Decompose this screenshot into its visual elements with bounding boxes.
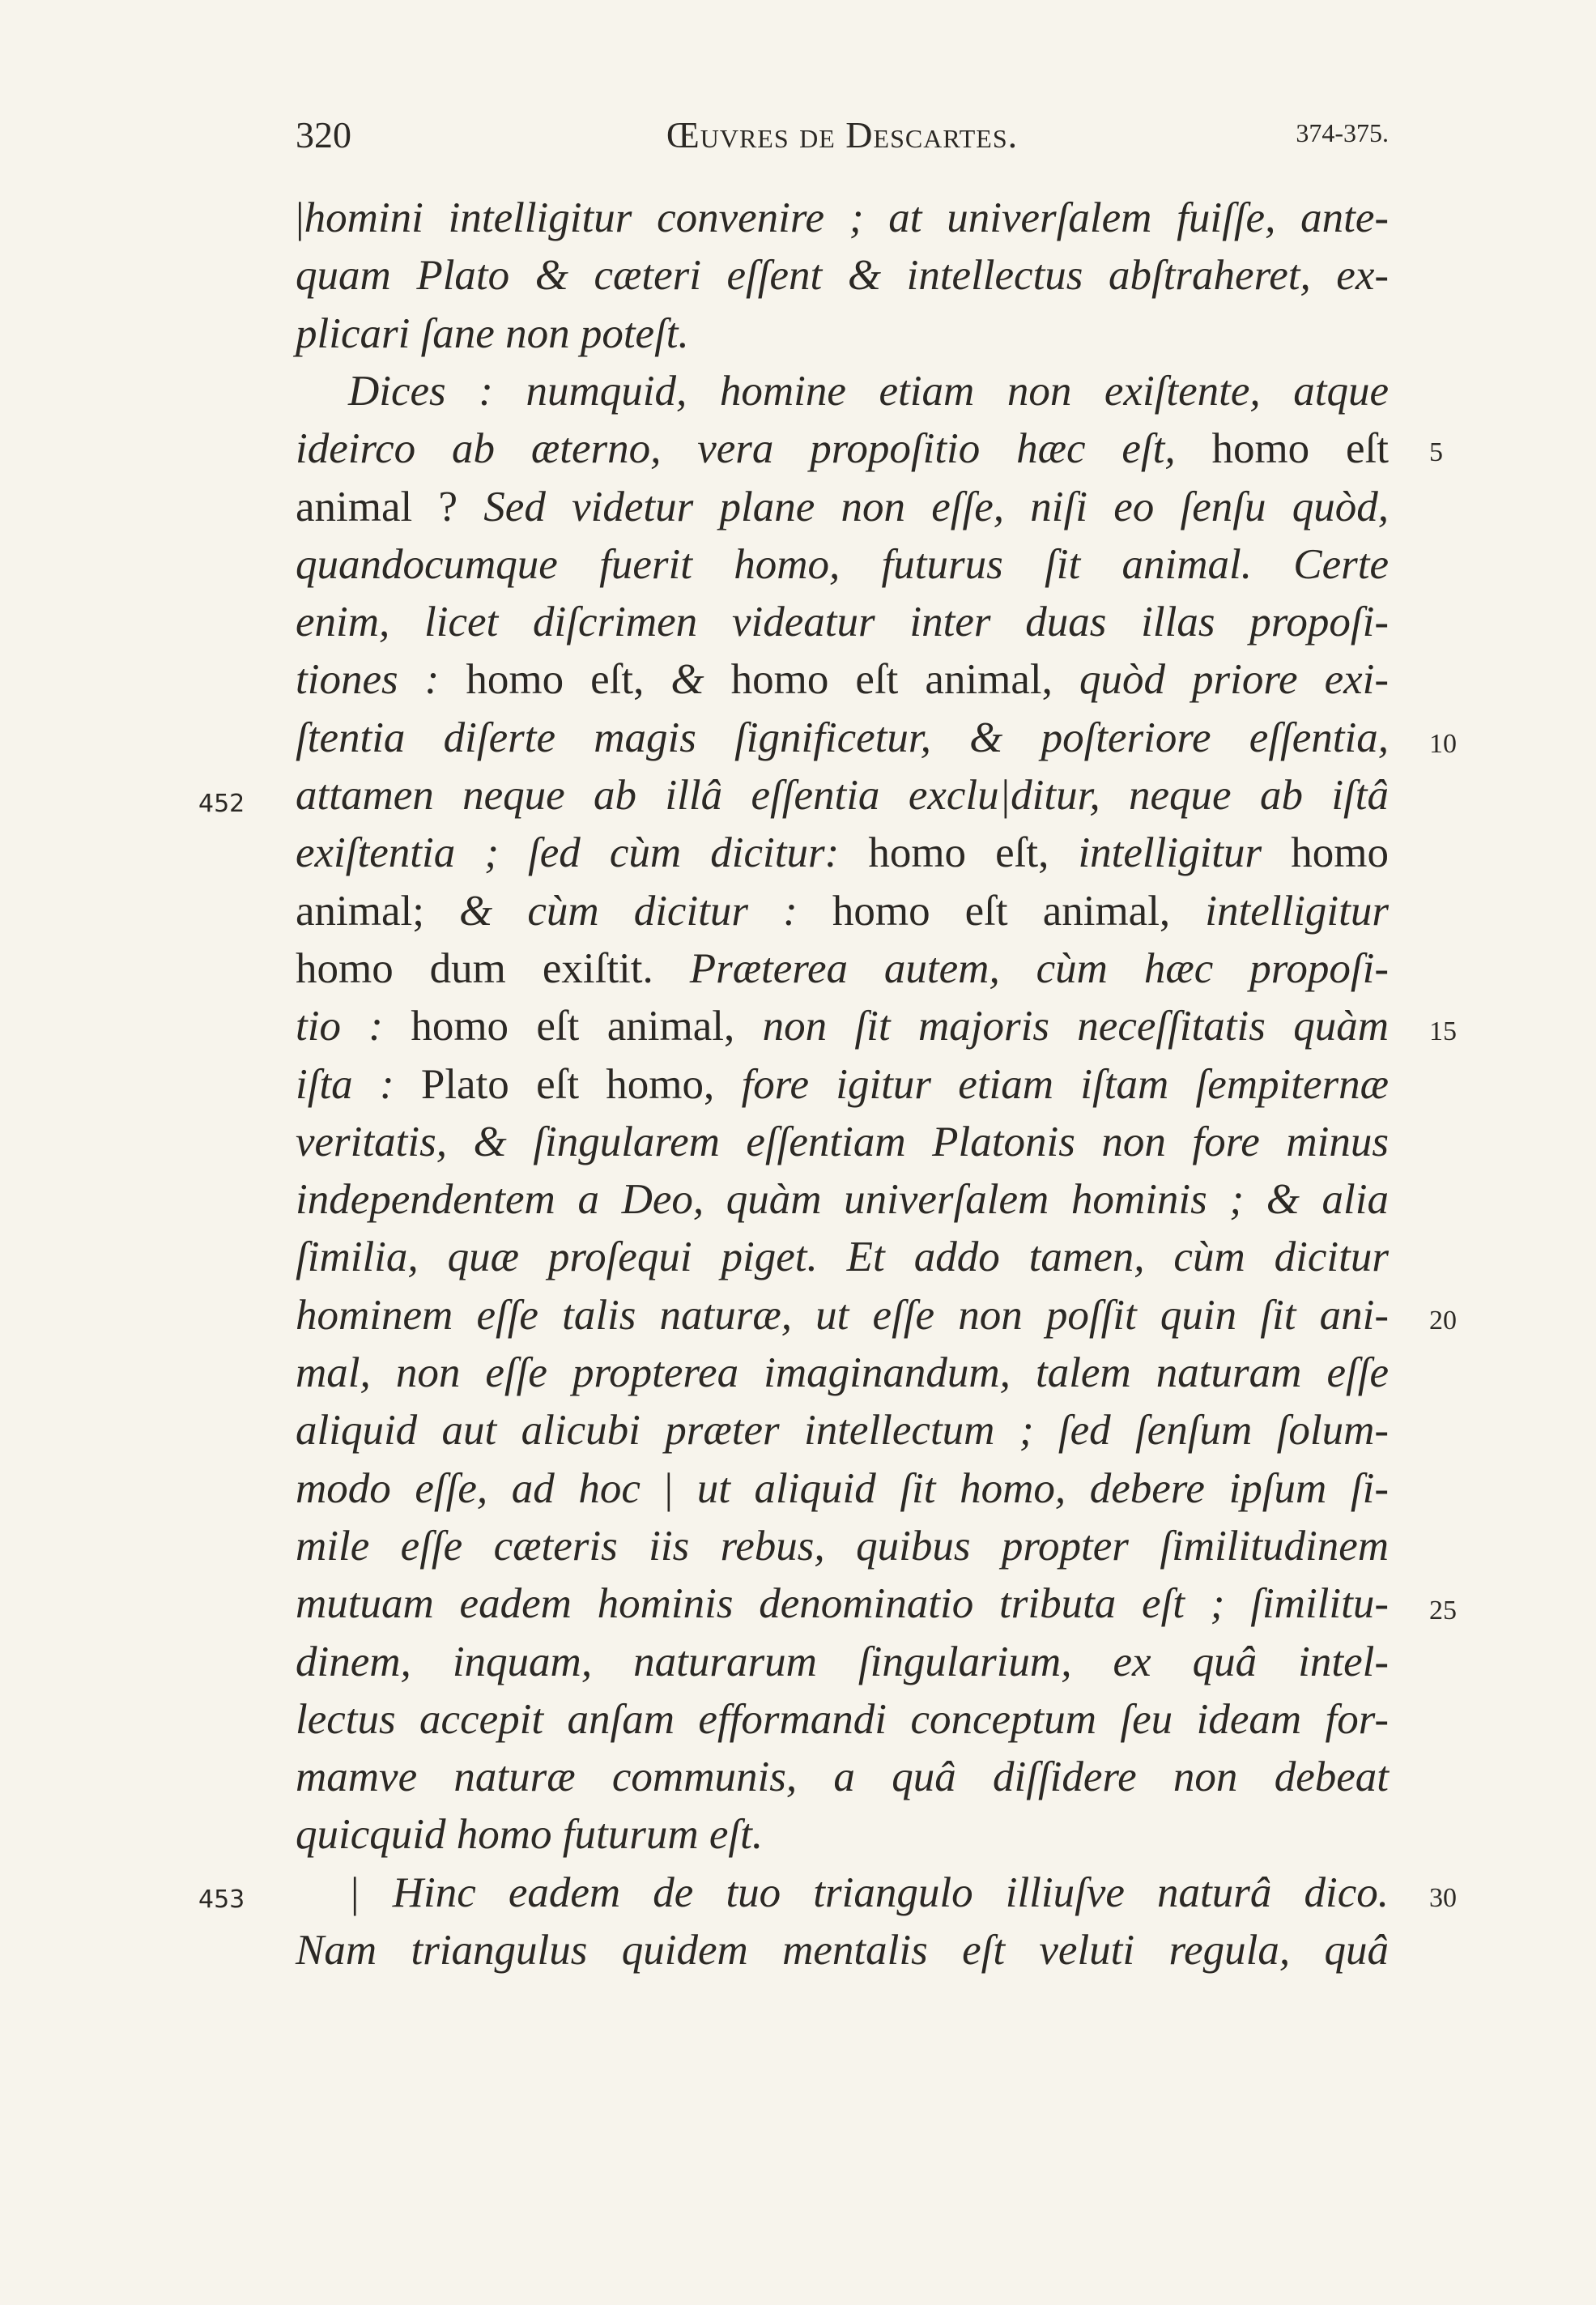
text-segment: mile eſſe cæteris iis rebus, quibus propter ſimilitudinem <box>296 1522 1389 1570</box>
text-line <box>296 944 1389 992</box>
text-segment: quam Plato & cæteri eſſent & intellectus abſtraheret, ex- <box>296 252 1389 300</box>
text-line <box>296 309 1389 357</box>
text-line <box>296 540 1389 588</box>
text-segment: independentem a Deo, quàm univerſalem hominis ; & alia <box>296 1176 1389 1224</box>
text-line <box>348 1868 1389 1916</box>
text-segment: dinem, inquam, naturarum ſingularium, ex quâ intel- <box>296 1638 1389 1685</box>
page-ref-453: 453 <box>198 1885 245 1914</box>
text-segment: intelligitur <box>1205 887 1389 935</box>
running-header <box>296 113 1389 162</box>
text-segment: quòd priore exi- <box>1079 656 1389 704</box>
text-line <box>296 483 1390 530</box>
text-line <box>296 1291 1389 1339</box>
text-segment: Sed videtur plane non eſſe, niſi eo ſenſu quòd, <box>483 483 1390 530</box>
text-segment: homo eſt animal, <box>411 1003 763 1050</box>
text-segment: lectus accepit anſam efformandi conceptum ſeu ideam for- <box>296 1695 1389 1743</box>
text-line <box>296 774 1389 817</box>
text-segment: homo eſt <box>1211 425 1389 473</box>
text-segment: mutuam eadem hominis denominatio tributa eſt ; ſimilitu- <box>296 1580 1389 1628</box>
text-segment: quandocumque fuerit homo, futurus ſit animal. Certe <box>296 540 1389 588</box>
text-segment: | <box>296 194 304 241</box>
text-segment: Nam triangulus quidem mentalis eſt veluti regula, quâ <box>296 1927 1389 1974</box>
text-segment: intelligitur <box>1078 829 1292 877</box>
text-segment: tiones : <box>296 656 466 704</box>
text-segment: homo eſt animal, <box>730 656 1079 704</box>
text-segment: quicquid homo futurum eſt. <box>296 1811 764 1859</box>
text-line <box>348 367 1389 415</box>
text-segment: animal ? <box>296 483 484 530</box>
page-number: 320 <box>296 114 351 156</box>
text-segment: non ſit majoris neceſſitatis quàm <box>762 1003 1389 1050</box>
text-segment: mamve naturæ communis, a quâ diſſidere non debeat <box>296 1753 1389 1801</box>
text-segment: | <box>664 1464 697 1512</box>
text-segment: & cùm dicitur : <box>459 887 832 935</box>
text-segment: plicari ſane non poteſt. <box>296 309 689 357</box>
text-segment: Dices : numquid, homine etiam non exiſtente, atque <box>348 367 1389 415</box>
line-number-30: 30 <box>1429 1883 1457 1913</box>
text-segment: ſtentia diſerte magis ſignificetur, & poſteriore eſſentia, <box>296 714 1389 761</box>
text-segment: ut aliquid ſit homo, debere ipſum ſi- <box>696 1464 1389 1512</box>
text-segment: homo eſt, <box>868 829 1079 877</box>
text-line <box>296 1753 1389 1801</box>
text-segment: aliquid aut alicubi præter intellectum ; ſed ſenſum ſolum- <box>296 1407 1389 1455</box>
text-segment: exiſtentia ; ſed cùm dicitur: <box>296 829 869 877</box>
text-line <box>296 194 1389 241</box>
text-segment: tio : <box>296 1003 411 1050</box>
text-segment: homini intelligitur convenire ; at univerſalem fuiſſe, ante- <box>304 194 1389 241</box>
text-line <box>296 829 1389 877</box>
line-number-20: 20 <box>1429 1306 1457 1336</box>
text-line <box>296 1464 1389 1512</box>
text-segment: attamen neque ab illâ eſſentia exclu|ditur, neque ab iſtâ <box>296 772 1389 819</box>
text-line <box>296 1005 1389 1048</box>
text-line <box>296 601 1389 644</box>
text-segment: iſta : <box>296 1060 421 1108</box>
text-line <box>296 252 1389 300</box>
text-segment: Præterea autem, cùm hæc propoſi- <box>689 944 1389 992</box>
line-number-25: 25 <box>1429 1596 1457 1625</box>
text-segment: ideirco ab æterno, vera propoſitio hæc eſt, <box>296 425 1212 473</box>
text-line <box>296 1638 1389 1685</box>
text-segment: & <box>670 656 731 704</box>
text-segment: homo eſt, <box>466 656 671 704</box>
text-line <box>296 1349 1389 1396</box>
text-segment: hominem eſſe talis naturæ, ut eſſe non poſſit quin ſit ani- <box>296 1291 1389 1339</box>
running-title: Œuvres de Descartes. <box>666 114 1019 156</box>
page-ref-452: 452 <box>198 790 245 818</box>
text-segment: | Hinc eadem de tuo triangulo illiuſve naturâ dico. <box>348 1868 1389 1916</box>
text-line <box>296 656 1389 704</box>
text-line <box>296 1929 1389 1972</box>
text-segment: veritatis, & ſingularem eſſentiam Platonis non fore minus <box>296 1118 1389 1165</box>
text-line <box>296 1118 1389 1165</box>
text-line <box>296 1695 1389 1743</box>
text-segment: fore igitur etiam iſtam ſempiternæ <box>741 1060 1389 1108</box>
text-segment: Plato eſt homo, <box>420 1060 742 1108</box>
text-segment: homo dum exiſtit. <box>296 944 690 992</box>
text-line <box>296 1580 1389 1628</box>
text-line <box>296 887 1389 935</box>
text-segment: enim, licet diſcrimen videatur inter duas illas propoſi- <box>296 599 1389 646</box>
line-number-15: 15 <box>1429 1016 1457 1046</box>
original-page-range: 374-375. <box>1296 118 1389 147</box>
text-segment: ſimilia, quæ proſequi piget. Et addo tamen, cùm dicitur <box>296 1233 1389 1281</box>
text-line <box>296 1060 1389 1108</box>
line-number-5: 5 <box>1429 437 1443 467</box>
text-segment: animal; <box>296 887 460 935</box>
text-segment: homo eſt animal, <box>832 887 1206 935</box>
text-line <box>296 1811 1389 1859</box>
text-line <box>296 1522 1389 1570</box>
line-number-10: 10 <box>1429 729 1457 759</box>
text-line <box>296 714 1389 761</box>
text-line <box>296 1233 1389 1281</box>
text-line <box>296 425 1389 473</box>
text-segment: homo <box>1291 829 1389 877</box>
text-line <box>296 1176 1389 1224</box>
text-segment: modo eſſe, ad hoc <box>296 1464 665 1512</box>
text-line <box>296 1407 1389 1455</box>
text-segment: mal, non eſſe propterea imaginandum, talem naturam eſſe <box>296 1349 1389 1396</box>
